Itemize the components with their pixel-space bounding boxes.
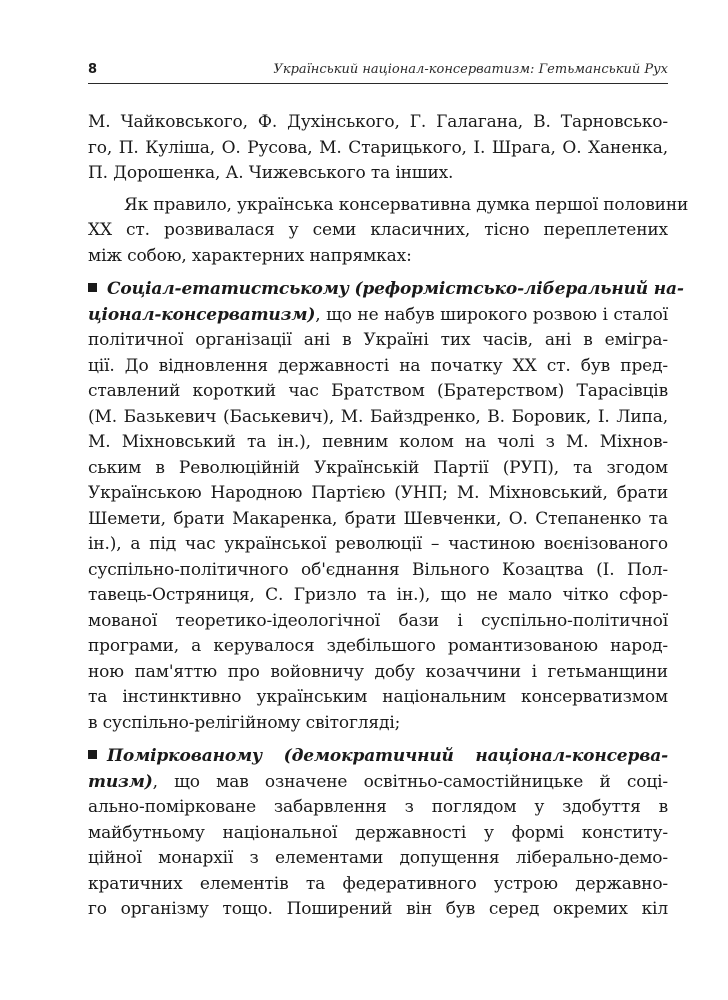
paragraph <box>88 193 689 270</box>
text-line: програми, а керувалося здебільшого романтизованою народ- <box>88 636 668 656</box>
bullet-term: Соціал-етатистському (реформістсько-ліберальний на- <box>107 279 684 299</box>
text-line <box>88 770 668 796</box>
bullet-icon <box>88 750 97 759</box>
text-line: мованої теоретико-ідеологічної бази і суспільно-політичної <box>88 610 668 631</box>
text-line: суспільно-політичного об'єднання Вільного Козацтва (І. Пол- <box>88 559 668 580</box>
text-line: М. Міхновський та ін.), певним колом на чолі з М. Міхнов- <box>88 432 668 452</box>
text-line: політичної організації ані в Україні тих часів, ані в емігра- <box>88 330 668 350</box>
text-line: ставлений короткий час Братством (Братерством) Тарасівців <box>88 381 668 401</box>
text-line: ції. До відновлення державності на початку ХХ ст. був пред- <box>88 355 668 376</box>
list-item <box>88 744 668 923</box>
text-line: ально-помірковане забарвлення з поглядом у здобуття в <box>88 797 668 817</box>
paragraph <box>88 110 668 187</box>
text-line: ХХ ст. розвивалася у семи класичних, тісно переплетених <box>88 220 668 240</box>
text-line: го, П. Куліша, О. Русова, М. Старицького, І. Шрага, О. Ханенка, <box>88 137 668 158</box>
bullet-term: ціонал-консерватизм) <box>88 304 316 325</box>
text-line: Шемети, брати Макаренка, брати Шевченки, О. Степаненко та <box>88 508 668 529</box>
text-line: та інстинктивно українським національним консерватизмом <box>88 687 668 707</box>
page-header <box>88 62 668 84</box>
text-line <box>88 744 668 770</box>
text-line: ським в Революційній Українській Партії (РУП), та згодом <box>88 457 668 478</box>
text-line <box>88 277 684 303</box>
bullet-icon <box>88 283 97 292</box>
text-fragment: , що не набув широкого розвою і сталої <box>315 304 668 325</box>
text-line: кратичних елементів та федеративного устрою державно- <box>88 873 668 894</box>
text-line: ційної монархії з елементами допущення ліберально-демо- <box>88 848 668 868</box>
page-body <box>88 110 689 923</box>
text-line: (М. Базькевич (Баськевич), М. Байздренко, В. Боровик, І. Липа, <box>88 406 668 427</box>
running-title: Український націонал-консерватизм: Гетьманський Рух <box>273 62 668 77</box>
text-line: ін.), а під час української революції – частиною воєнізованого <box>88 534 668 554</box>
bullet-term: Поміркованому (демократичний націонал-консерва- <box>107 746 668 766</box>
bullet-term: тизм) <box>88 771 153 792</box>
text-line: го організму тощо. Поширений він був серед окремих кіл <box>88 899 668 919</box>
text-line: майбутньому національної державності у формі конститу- <box>88 822 668 843</box>
text-line: П. Дорошенка, А. Чижевського та інших. <box>88 163 454 183</box>
text-line: між собою, характерних напрямках: <box>88 245 412 266</box>
text-line: в суспільно-релігійному світогляді; <box>88 712 401 733</box>
text-line: Як правило, українська консервативна думка першої половини <box>124 194 689 215</box>
text-fragment: , що мав означене освітньо-самостійницьке й соці- <box>152 771 668 792</box>
text-line: М. Чайковського, Ф. Духінського, Г. Галагана, В. Тарновсько- <box>88 112 668 132</box>
text-line: тавець-Остряниця, С. Гризло та ін.), що не мало чітко сфор- <box>88 585 668 605</box>
list-item <box>88 277 684 736</box>
page-number: 8 <box>88 62 98 77</box>
text-line: Українською Народною Партією (УНП; М. Міхновський, брати <box>88 483 668 503</box>
text-line: ною пам'яттю про войовничу добу козаччини і гетьманщини <box>88 661 668 682</box>
text-line <box>88 303 668 329</box>
